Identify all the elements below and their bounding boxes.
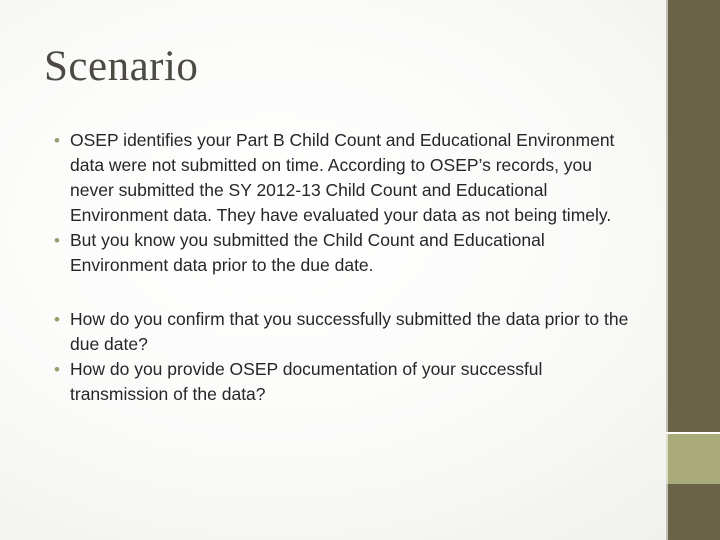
bullet-text: How do you provide OSEP documentation of your successful transmission of the data?	[70, 359, 543, 404]
bullet-text: OSEP identifies your Part B Child Count and Educational Environment data were not submitted on time. According to OSEP’s records, you never submitted the SY 2012-13 Child Count and Educational Environment data. They have evaluated your data as not being timely.	[70, 130, 615, 225]
decorative-side-strip	[666, 0, 720, 540]
strip-segment-light	[666, 434, 720, 484]
bullet-icon: •	[54, 310, 60, 329]
bullet-icon: •	[54, 360, 60, 379]
bullet-item	[54, 128, 634, 228]
bullet-item	[54, 228, 634, 278]
bullet-list-questions	[54, 307, 634, 407]
slide-title: Scenario	[44, 43, 199, 90]
bullet-icon: •	[54, 131, 60, 150]
bullet-item	[54, 307, 634, 357]
bullet-text: How do you confirm that you successfully submitted the data prior to the due date?	[70, 309, 629, 354]
bullet-icon: •	[54, 231, 60, 250]
strip-edge-line	[666, 0, 668, 540]
bullet-list-scenario	[54, 128, 634, 278]
bullet-text: But you know you submitted the Child Count and Educational Environment data prior to the due date.	[70, 230, 545, 275]
strip-segment-dark-top	[666, 0, 720, 432]
strip-segment-dark-bottom	[666, 484, 720, 540]
slide-content	[54, 128, 634, 407]
bullet-item	[54, 357, 634, 407]
